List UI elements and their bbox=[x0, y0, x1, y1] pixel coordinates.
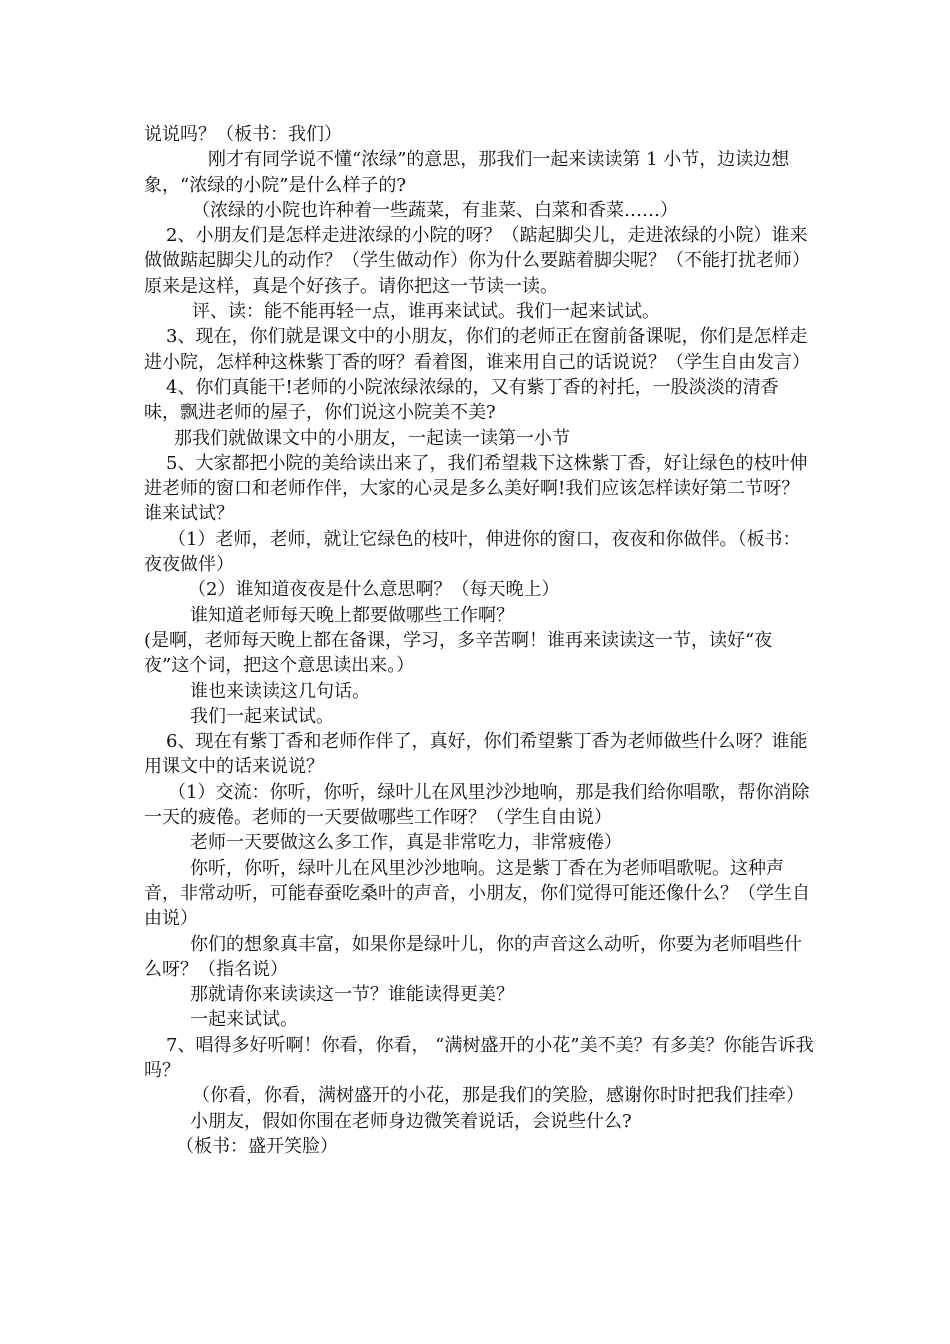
document-page bbox=[144, 122, 814, 1159]
paragraph-1: 说说吗？（板书：我们） bbox=[144, 124, 342, 145]
paragraph-13: (是啊，老师每天晚上都在备课，学习，多辛苦啊！谁再来读读这一节，读好“夜夜”这个词，把这个意思读出来。） bbox=[144, 629, 773, 677]
paragraph-23: 7、唱得多好听啊！你看，你看， “满树盛开的小花”美不美？有多美？你能告诉我吗？ bbox=[144, 1034, 814, 1081]
paragraph-20: 你们的想象真丰富，如果你是绿叶儿，你的声音这么动听，你要为老师唱些什么呀？（指名说） bbox=[144, 933, 802, 980]
paragraph-4: 2、小朋友们是怎样走进浓绿的小院的呀？（踮起脚尖儿，走进浓绿的小院）谁来做做踮起脚尖儿的动作？（学生做动作）你为什么要踮着脚尖呢？（不能打扰老师）原来是这样，真是个好孩子。请你把这一节读一读。 bbox=[144, 225, 810, 297]
paragraph-10: （1）老师，老师，就让它绿色的枝叶，伸进你的窗口，夜夜和你做伴。（板书：夜夜做伴） bbox=[144, 528, 801, 576]
paragraph-6: 3、现在，你们就是课文中的小朋友，你们的老师正在窗前备课呢，你们是怎样走进小院，怎样种这株紫丁香的呀？看着图，谁来用自己的话说说？（学生自由发言） bbox=[144, 326, 810, 373]
paragraph-2: 刚才有同学说不懂“浓绿”的意思，那我们一起来读读第 1 小节，边读边想象，“浓绿的小院”是什么样子的? bbox=[144, 149, 790, 196]
paragraph-26: （板书：盛开笑脸） bbox=[176, 1135, 338, 1157]
paragraph-21: 那就请你来读读这一节？谁能读得更美？ bbox=[190, 984, 514, 1006]
paragraph-17: （1）交流：你听，你听，绿叶儿在风里沙沙地响，那是我们给你唱歌，帮你消除一天的疲倦。老师的一天要做哪些工作呀？（学生自由说） bbox=[144, 781, 810, 829]
paragraph-24: （你看，你看，满树盛开的小花，那是我们的笑脸，感谢你时时把我们挂牵） bbox=[192, 1085, 804, 1107]
paragraph-16: 6、现在有紫丁香和老师作伴了，真好，你们希望紫丁香为老师做些什么呀？谁能用课文中的话来说说？ bbox=[144, 731, 808, 778]
paragraph-18: 老师一天要做这么多工作，真是非常吃力，非常疲倦） bbox=[190, 832, 622, 854]
paragraph-12: 谁知道老师每天晚上都要做哪些工作啊？ bbox=[190, 604, 514, 626]
paragraph-5: 评、读：能不能再轻一点，谁再来试试。我们一起来试试。 bbox=[192, 301, 660, 323]
paragraph-14: 谁也来读读这几句话。 bbox=[190, 680, 370, 702]
paragraph-3: （浓绿的小院也许种着一些蔬菜，有韭菜、白菜和香菜……） bbox=[192, 199, 678, 221]
paragraph-11: （2）谁知道夜夜是什么意思啊？（每天晚上） bbox=[188, 579, 560, 601]
paragraph-9: 5、大家都把小院的美给读出来了，我们希望栽下这株紫丁香，好让绿色的枝叶伸进老师的窗口和老师作伴，大家的心灵是多么美好啊!我们应该怎样读好第二节呀？谁来试试？ bbox=[144, 452, 808, 525]
paragraph-15: 我们一起来试试。 bbox=[190, 705, 334, 727]
paragraph-8: 那我们就做课文中的小朋友，一起读一读第一小节 bbox=[174, 427, 570, 449]
paragraph-22: 一起来试试。 bbox=[190, 1009, 298, 1031]
paragraph-7: 4、你们真能干!老师的小院浓绿浓绿的，又有紫丁香的衬托，一股淡淡的清香味，飘进老师的屋子，你们说这小院美不美? bbox=[144, 376, 779, 424]
paragraph-19: 你听，你听，绿叶儿在风里沙沙地响。这是紫丁香在为老师唱歌呢。这种声音，非常动听，可能春蚕吃桑叶的声音，小朋友，你们觉得可能还像什么？（学生自由说） bbox=[144, 857, 810, 930]
paragraph-25: 小朋友，假如你围在老师身边微笑着说话，会说些什么? bbox=[190, 1110, 632, 1132]
